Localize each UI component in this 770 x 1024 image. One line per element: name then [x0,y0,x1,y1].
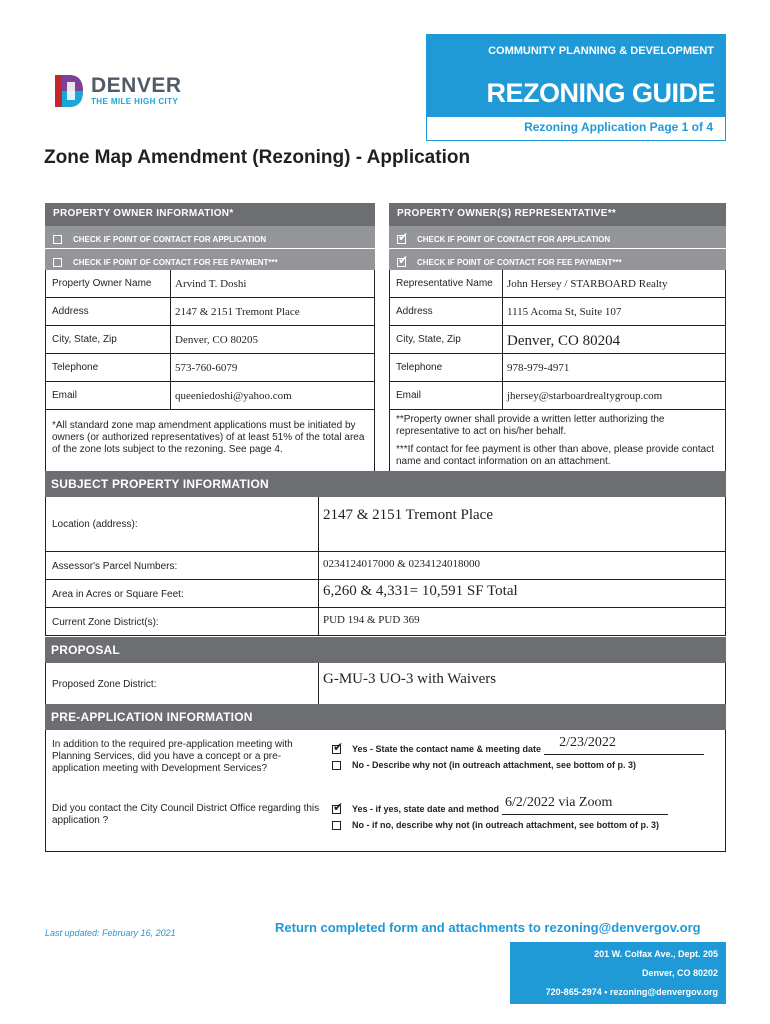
logo-wordmark: DENVER [91,74,182,97]
parcel-label: Assessor's Parcel Numbers: [52,561,178,572]
owner-name-label: Property Owner Name [46,270,171,297]
rep-contact-check-row [389,226,726,248]
proposed-zone-label-cell [46,663,319,704]
area-row [45,580,726,608]
owner-header: PROPERTY OWNER INFORMATION* [45,203,375,226]
preapp-q1-yes [332,734,722,757]
preapp-q2-yes-checkbox[interactable] [332,799,344,814]
zone-label-cell [46,608,319,635]
owner-note: *All standard zone map amendment applications must be initiated by owners (or authorized representatives) of at least 51% of the total area of the zone lots subject to the rezoning. See page 4. [52,420,365,455]
preapp-q1-options [332,734,722,773]
preapp-q1-date-line[interactable] [544,734,704,755]
preapp-q2-date-line[interactable] [502,794,668,815]
return-instructions: Return completed form and attachments to rezoning@denvergov.org [275,920,701,935]
rep-fields [389,270,726,475]
owner-email-label: Email [46,382,171,409]
footer-address-line2: Denver, CO 80202 [641,968,718,978]
last-updated: Last updated: February 16, 2021 [45,928,176,938]
owner-contact-check-row [45,226,375,248]
rep-city-label: City, State, Zip [390,326,503,353]
denver-logo-mark-icon [53,72,85,110]
owner-city-row [46,326,374,354]
rep-fee-checkbox[interactable] [397,252,409,267]
preapp-q1-no-label: No - Describe why not (in outreach attachment, see bottom of p. 3) [352,760,637,770]
preapp-header: PRE-APPLICATION INFORMATION [45,704,726,730]
preapp-q2-date-method: 6/2/2022 via Zoom [505,794,613,810]
owner-address-field[interactable]: 2147 & 2151 Tremont Place [175,306,300,318]
area-label: Area in Acres or Square Feet: [52,589,184,600]
preapp-q2-options [332,794,722,833]
rep-email-field[interactable]: jhersey@starboardrealtygroup.com [507,390,663,402]
parcel-label-cell [46,552,319,579]
owner-email-field[interactable]: queeniedoshi@yahoo.com [175,390,292,402]
footer-address-line1: 201 W. Colfax Ave., Dept. 205 [594,949,718,959]
checkmark-icon: ✔ [333,739,344,754]
owner-name-row [46,270,374,298]
owner-address-row [46,298,374,326]
rep-address-label: Address [390,298,503,325]
page-label: Rezoning Application Page 1 of 4 [524,120,713,134]
area-field[interactable]: 6,260 & 4,331= 10,591 SF Total [323,583,518,599]
page-indicator [426,117,726,141]
zone-field[interactable]: PUD 194 & PUD 369 [323,614,420,626]
location-field[interactable]: 2147 & 2151 Tremont Place [323,507,494,523]
owner-address-label: Address [46,298,171,325]
representative-section [389,203,726,475]
preapp-q2-text: Did you contact the City Council District Office regarding this application ? [52,803,320,826]
proposed-zone-field[interactable]: G-MU-3 UO-3 with Waivers [323,671,497,687]
parcel-field[interactable]: 0234124017000 & 0234124018000 [323,558,481,570]
owner-phone-label: Telephone [46,354,171,381]
rep-name-row [390,270,725,298]
rep-contact-check-label: CHECK IF POINT OF CONTACT FOR APPLICATION [417,235,611,244]
proposal-header: PROPOSAL [45,637,726,663]
owner-fields [45,270,375,475]
footer-contact-line[interactable]: 720-865-2974 • rezoning@denvergov.org [545,987,718,997]
area-label-cell [46,580,319,607]
preapp-q2-no [332,817,722,833]
page-title: Zone Map Amendment (Rezoning) - Application [44,147,471,168]
rep-city-row [390,326,725,354]
checkmark-icon: ✔ [333,799,344,814]
footer-contact-box [510,942,726,1004]
rep-contact-checkbox[interactable] [397,230,409,244]
proposed-zone-label: Proposed Zone District: [52,679,157,690]
rep-address-row [390,298,725,326]
preapp-q2-no-checkbox[interactable] [332,821,341,830]
rep-name-label: Representative Name [390,270,503,297]
preapp-body [45,730,726,852]
parcel-row [45,552,726,580]
location-label: Location (address): [52,519,138,530]
checkmark-icon: ✔ [398,252,409,267]
preapp-q2-yes-label: Yes - if yes, state date and method [352,804,500,814]
preapp-q1-text: In addition to the required pre-application meeting with Planning Services, did you have a concept or a pre-application meeting with Development Services? [52,739,293,774]
owner-section [45,203,375,475]
owner-fee-checkbox[interactable] [53,258,62,267]
zone-row [45,608,726,636]
department-name: COMMUNITY PLANNING & DEVELOPMENT [488,45,714,57]
preapp-q1-yes-checkbox[interactable] [332,739,344,754]
rep-city-field[interactable]: Denver, CO 80204 [507,333,621,349]
rep-fee-check-label: CHECK IF POINT OF CONTACT FOR FEE PAYMENT*** [417,257,622,267]
checkmark-icon: ✔ [398,230,409,244]
rep-address-field[interactable]: 1115 Acoma St, Suite 107 [507,306,622,318]
rep-note-fee: ***If contact for fee payment is other than above, please provide contact name and contact information on an attachment. [396,444,714,467]
rep-fee-check-row [389,248,726,270]
rep-phone-field[interactable]: 978-979-4971 [507,362,570,374]
preapp-q1-date: 2/23/2022 [559,734,616,750]
owner-city-label: City, State, Zip [46,326,171,353]
proposed-zone-row [45,663,726,705]
owner-fee-check-row [45,248,375,270]
header-banner [426,34,726,117]
owner-name-field[interactable]: Arvind T. Doshi [175,278,247,290]
zone-label: Current Zone District(s): [52,617,159,628]
subject-header: SUBJECT PROPERTY INFORMATION [45,471,726,497]
rep-email-row [390,382,725,410]
owner-contact-checkbox[interactable] [53,235,62,244]
rep-notes [390,410,725,474]
owner-contact-check-label: CHECK IF POINT OF CONTACT FOR APPLICATION [73,235,267,244]
denver-logo [53,72,193,112]
preapp-q1-yes-label: Yes - State the contact name & meeting date [352,744,542,754]
owner-phone-row [46,354,374,382]
preapp-q1-no-checkbox[interactable] [332,761,341,770]
rep-name-field[interactable]: John Hersey / STARBOARD Realty [507,278,668,290]
preapp-q2-no-label: No - if no, describe why not (in outreach attachment, see bottom of p. 3) [352,820,660,830]
rep-phone-row [390,354,725,382]
rep-note-authorization: **Property owner shall provide a written letter authorizing the representative to act on his/her behalf. [396,414,665,437]
rep-phone-label: Telephone [390,354,503,381]
location-label-cell [46,497,319,551]
guide-title: REZONING GUIDE [486,78,715,108]
owner-fee-check-label: CHECK IF POINT OF CONTACT FOR FEE PAYMENT*** [73,257,278,267]
preapp-q1-no [332,757,722,773]
logo-tagline: THE MILE HIGH CITY [91,97,179,106]
preapp-q2-yes [332,794,722,817]
owner-city-field[interactable]: Denver, CO 80205 [175,334,258,346]
owner-email-row [46,382,374,410]
rep-header: PROPERTY OWNER(S) REPRESENTATIVE** [389,203,726,226]
rep-email-label: Email [390,382,503,409]
location-row [45,497,726,552]
owner-phone-field[interactable]: 573-760-6079 [175,362,238,374]
